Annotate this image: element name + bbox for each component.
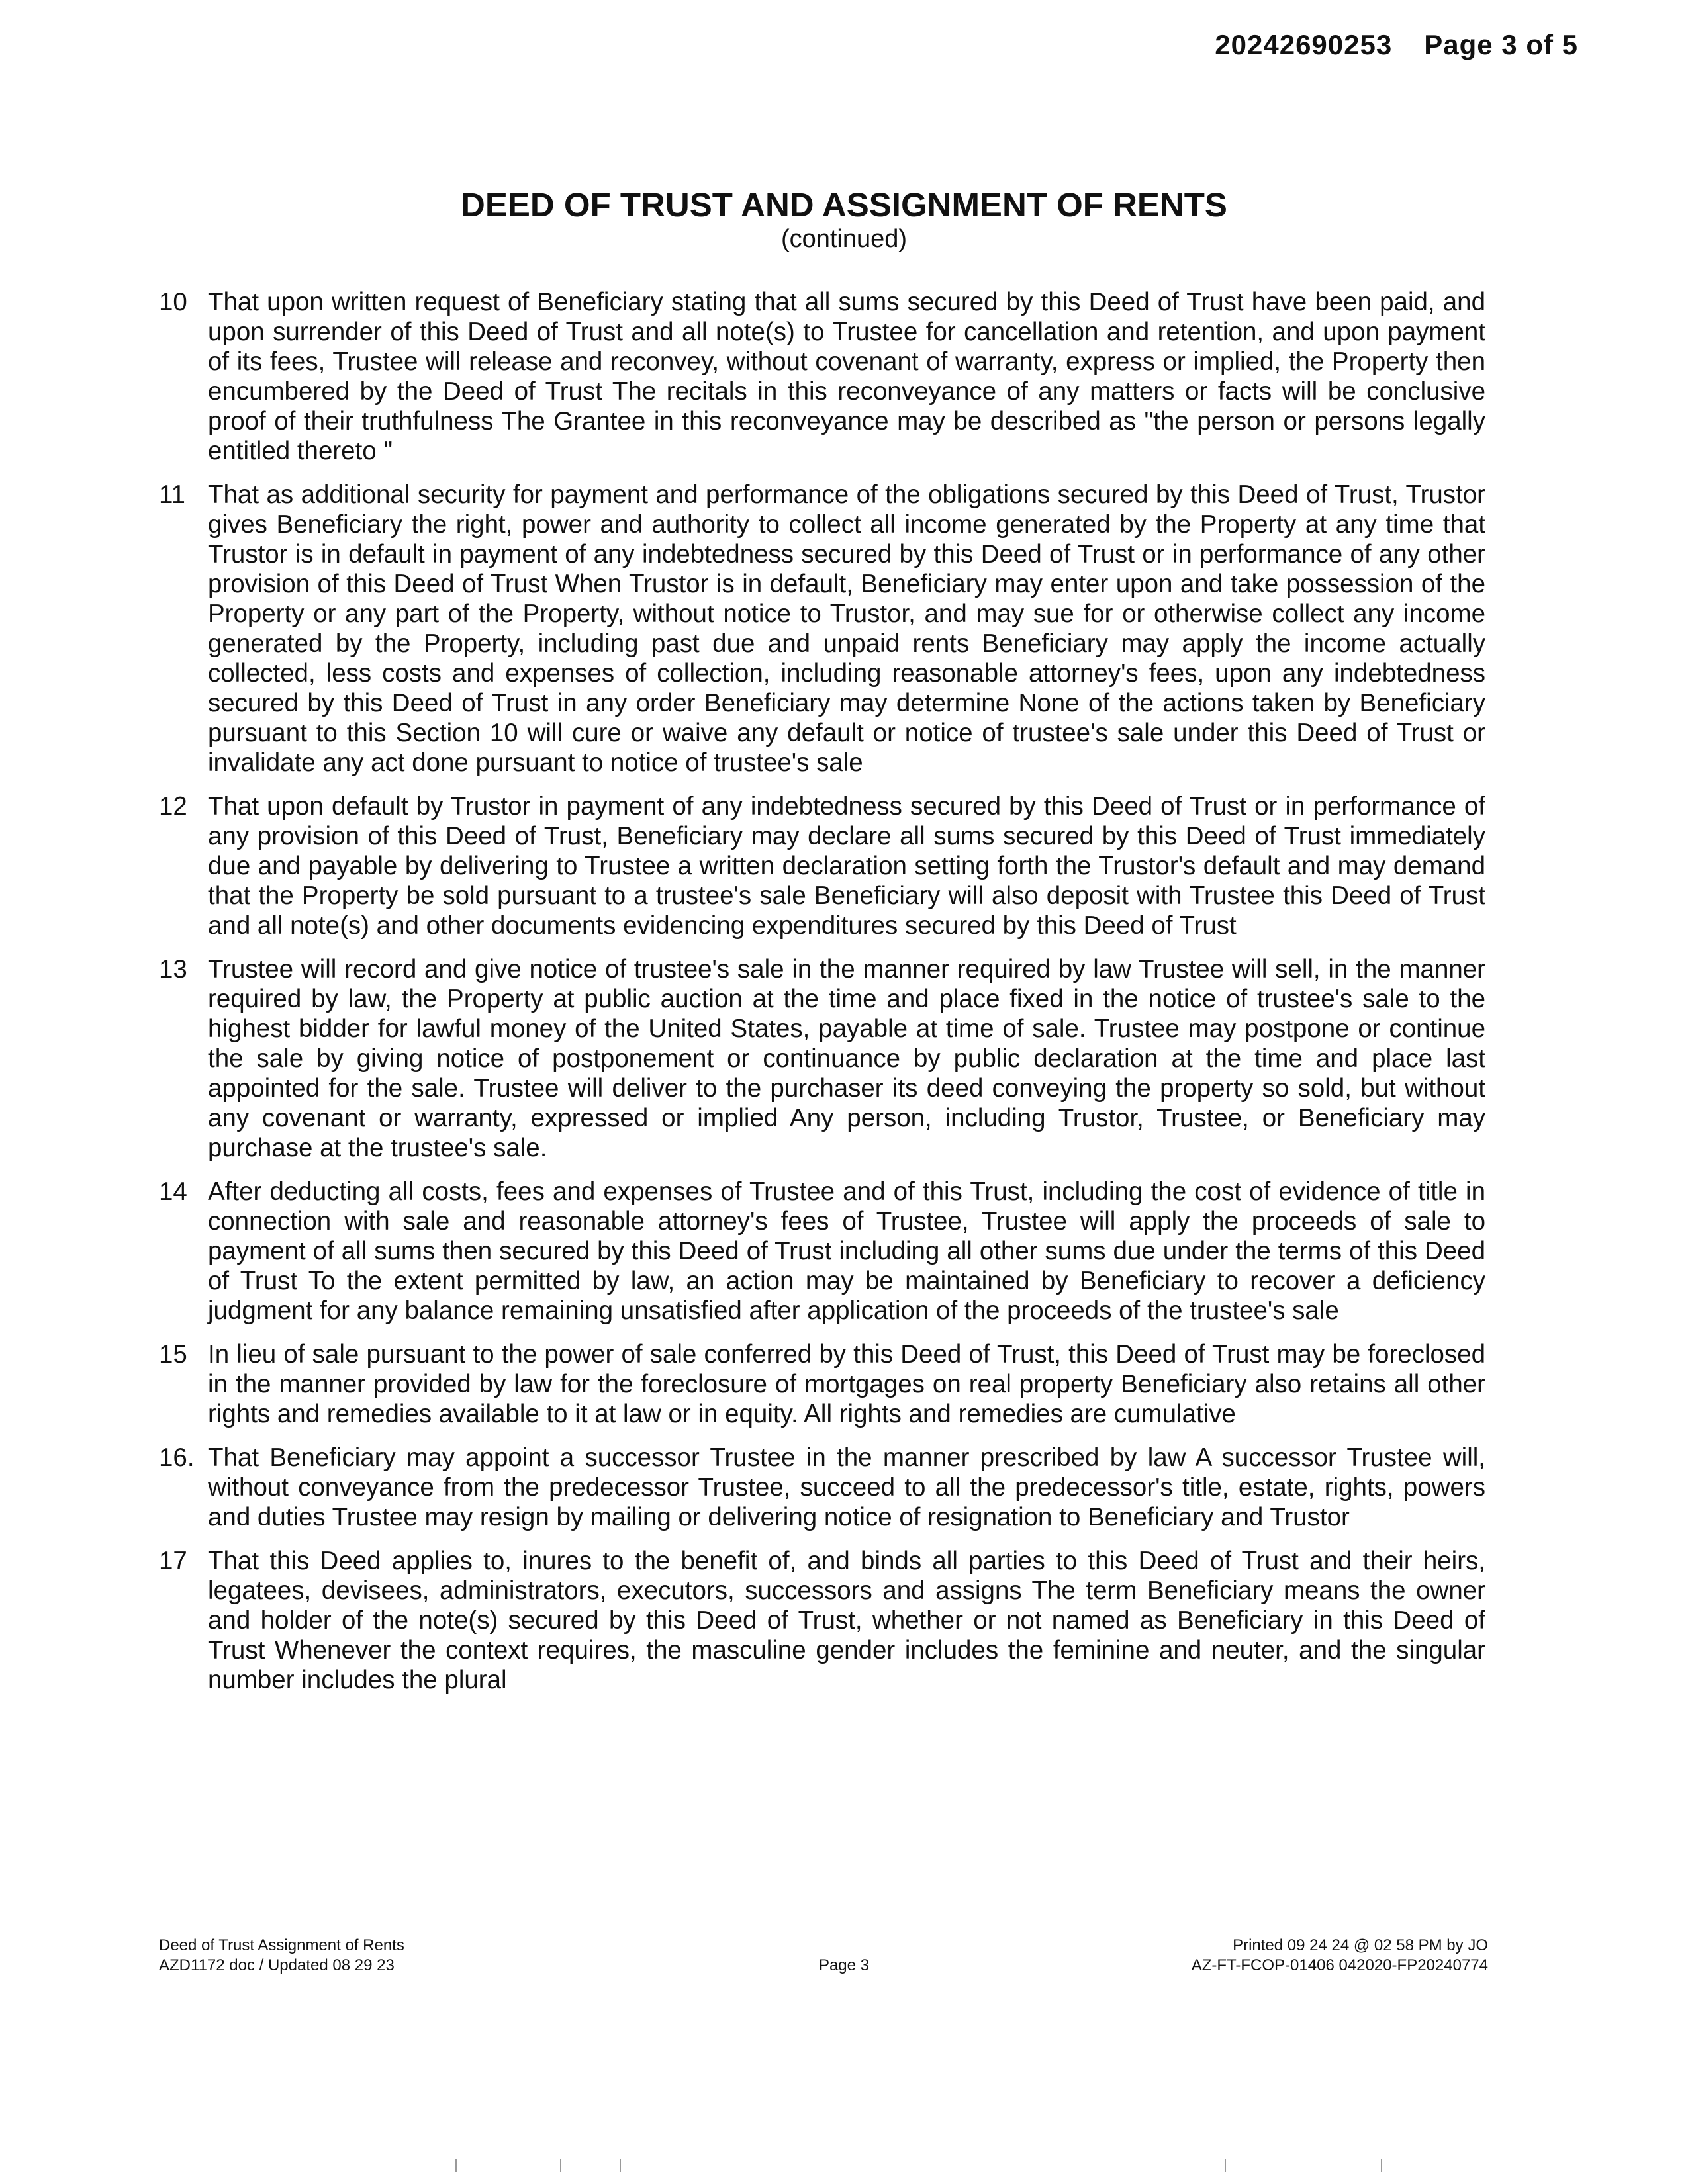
clause-14 xyxy=(159,1177,1485,1326)
clause-text: That as additional security for payment and performance of the obligations secured by this Deed of Trust, Trustor gives Beneficiary the right, power and authority to collect all income generated by the Property at any time that Trustor is in default in payment of any indebtedness secured by this Deed of Trust or in performance of any other provision of this Deed of Trust When Trustor is in default, Beneficiary may enter upon and take possession of the Property or any part of the Property, without notice to Trustor, and may sue for or otherwise collect any income generated by the Property, including past due and unpaid rents Beneficiary may apply the income actually collected, less costs and expenses of collection, including reasonable attorney's fees, upon any indebtedness secured by this Deed of Trust in any order Beneficiary may determine None of the actions taken by Beneficiary pursuant to this Section 10 will cure or waive any default or notice of trustee's sale under this Deed of Trust or invalidate any act done pursuant to notice of trustee's sale xyxy=(208,480,1485,777)
footer-form-name: Deed of Trust Assignment of Rents xyxy=(159,1936,404,1954)
clause-text: That Beneficiary may appoint a successor Trustee in the manner prescribed by law A successor Trustee will, without conveyance from the predecessor Trustee, succeed to all the predecessor's title, estate, rights, powers and duties Trustee may resign by mailing or delivering notice of resignation to Beneficiary and Trustor xyxy=(208,1443,1485,1531)
clause-text: In lieu of sale pursuant to the power of sale conferred by this Deed of Trust, this Deed of Trust may be foreclosed in the manner provided by law for the foreclosure of mortgages on real property Beneficiary also retains all other rights and remedies available to it at law or in equity. All rights and remedies are cumulative xyxy=(208,1340,1485,1428)
clause-text: After deducting all costs, fees and expenses of Trustee and of this Trust, including the cost of evidence of title in connection with sale and reasonable attorney's fees of Trustee, Trustee will apply the proceeds of sale to payment of all sums then secured by this Deed of Trust including all other sums due under the terms of this Deed of Trust To the extent permitted by law, an action may be maintained by Beneficiary to recover a deficiency judgment for any balance remaining unsatisfied after application of the proceeds of the trustee's sale xyxy=(208,1177,1485,1325)
scan-tick xyxy=(1225,2159,1226,2172)
footer-page-number: Page 3 xyxy=(818,1956,870,1974)
clause-number: 10 xyxy=(159,288,187,316)
clause-number: 15 xyxy=(159,1340,187,1369)
clause-text: Trustee will record and give notice of trustee's sale in the manner required by law Trustee will sell, in the manner required by law, the Property at public auction at the time and place fixed in the notice of trustee's sale to the highest bidder for lawful money of the United States, payable at time of sale. Trustee may postpone or continue the sale by giving notice of postponement or continuance by public declaration at the time and place last appointed for the sale. Trustee will deliver to the purchaser its deed conveying the property so sold, but without any covenant or warranty, expressed or implied Any person, including Trustor, Trustee, or Beneficiary may purchase at the trustee's sale. xyxy=(208,955,1485,1162)
clause-12 xyxy=(159,792,1485,940)
clause-11 xyxy=(159,480,1485,778)
footer-form-id: AZD1172 doc / Updated 08 29 23 xyxy=(159,1956,395,1974)
recording-stamp xyxy=(1215,29,1578,61)
clause-number: 17 xyxy=(159,1547,187,1575)
clause-16 xyxy=(159,1443,1485,1532)
document-subtitle: (continued) xyxy=(780,225,908,253)
clause-17 xyxy=(159,1546,1485,1695)
clause-10 xyxy=(159,287,1485,466)
clause-13 xyxy=(159,954,1485,1163)
clause-list xyxy=(159,287,1485,1709)
scan-tick xyxy=(560,2159,561,2172)
clause-15 xyxy=(159,1340,1485,1429)
footer-print-info xyxy=(1192,1936,1488,1976)
document-title: DEED OF TRUST AND ASSIGNMENT OF RENTS xyxy=(461,186,1227,224)
clause-text: That upon written request of Beneficiary stating that all sums secured by this Deed of Trust have been paid, and upon surrender of this Deed of Trust and all note(s) to Trustee for cancellation and retention, and upon payment of its fees, Trustee will release and reconvey, without covenant of warranty, express or implied, the Property then encumbered by the Deed of Trust The recitals in this reconveyance of any matters or facts will be conclusive proof of their truthfulness The Grantee in this reconveyance may be described as "the person or persons legally entitled thereto " xyxy=(208,288,1485,465)
clause-number: 13 xyxy=(159,955,187,983)
recording-page-label: Page 3 of 5 xyxy=(1424,29,1578,60)
scan-tick xyxy=(455,2159,457,2172)
clause-number: 14 xyxy=(159,1177,187,1206)
scan-marks xyxy=(0,2159,1688,2184)
clause-number: 16. xyxy=(159,1443,195,1472)
clause-number: 11 xyxy=(159,480,185,509)
footer-file-ref: AZ-FT-FCOP-01406 042020-FP20240774 xyxy=(1191,1956,1488,1974)
clause-text: That upon default by Trustor in payment of any indebtedness secured by this Deed of Trust or in performance of any provision of this Deed of Trust, Beneficiary may declare all sums secured by this Deed of Trust immediately due and payable by delivering to Trustee a written declaration setting forth the Trustor's default and may demand that the Property be sold pursuant to a trustee's sale Beneficiary will also deposit with Trustee this Deed of Trust and all note(s) and other documents evidencing expenditures secured by this Deed of Trust xyxy=(208,792,1485,940)
clause-number: 12 xyxy=(159,792,187,821)
clause-text: That this Deed applies to, inures to the benefit of, and binds all parties to this Deed of Trust and their heirs, legatees, devisees, administrators, executors, successors and assigns The term Beneficiary means the owner and holder of the note(s) secured by this Deed of Trust, whether or not named as Beneficiary in this Deed of Trust Whenever the context requires, the masculine gender includes the feminine and neuter, and the singular number includes the plural xyxy=(208,1547,1485,1694)
scan-tick xyxy=(620,2159,621,2172)
scan-tick xyxy=(1381,2159,1382,2172)
recording-number: 20242690253 xyxy=(1215,29,1393,60)
footer-printed: Printed 09 24 24 @ 02 58 PM by JO xyxy=(1233,1936,1488,1954)
